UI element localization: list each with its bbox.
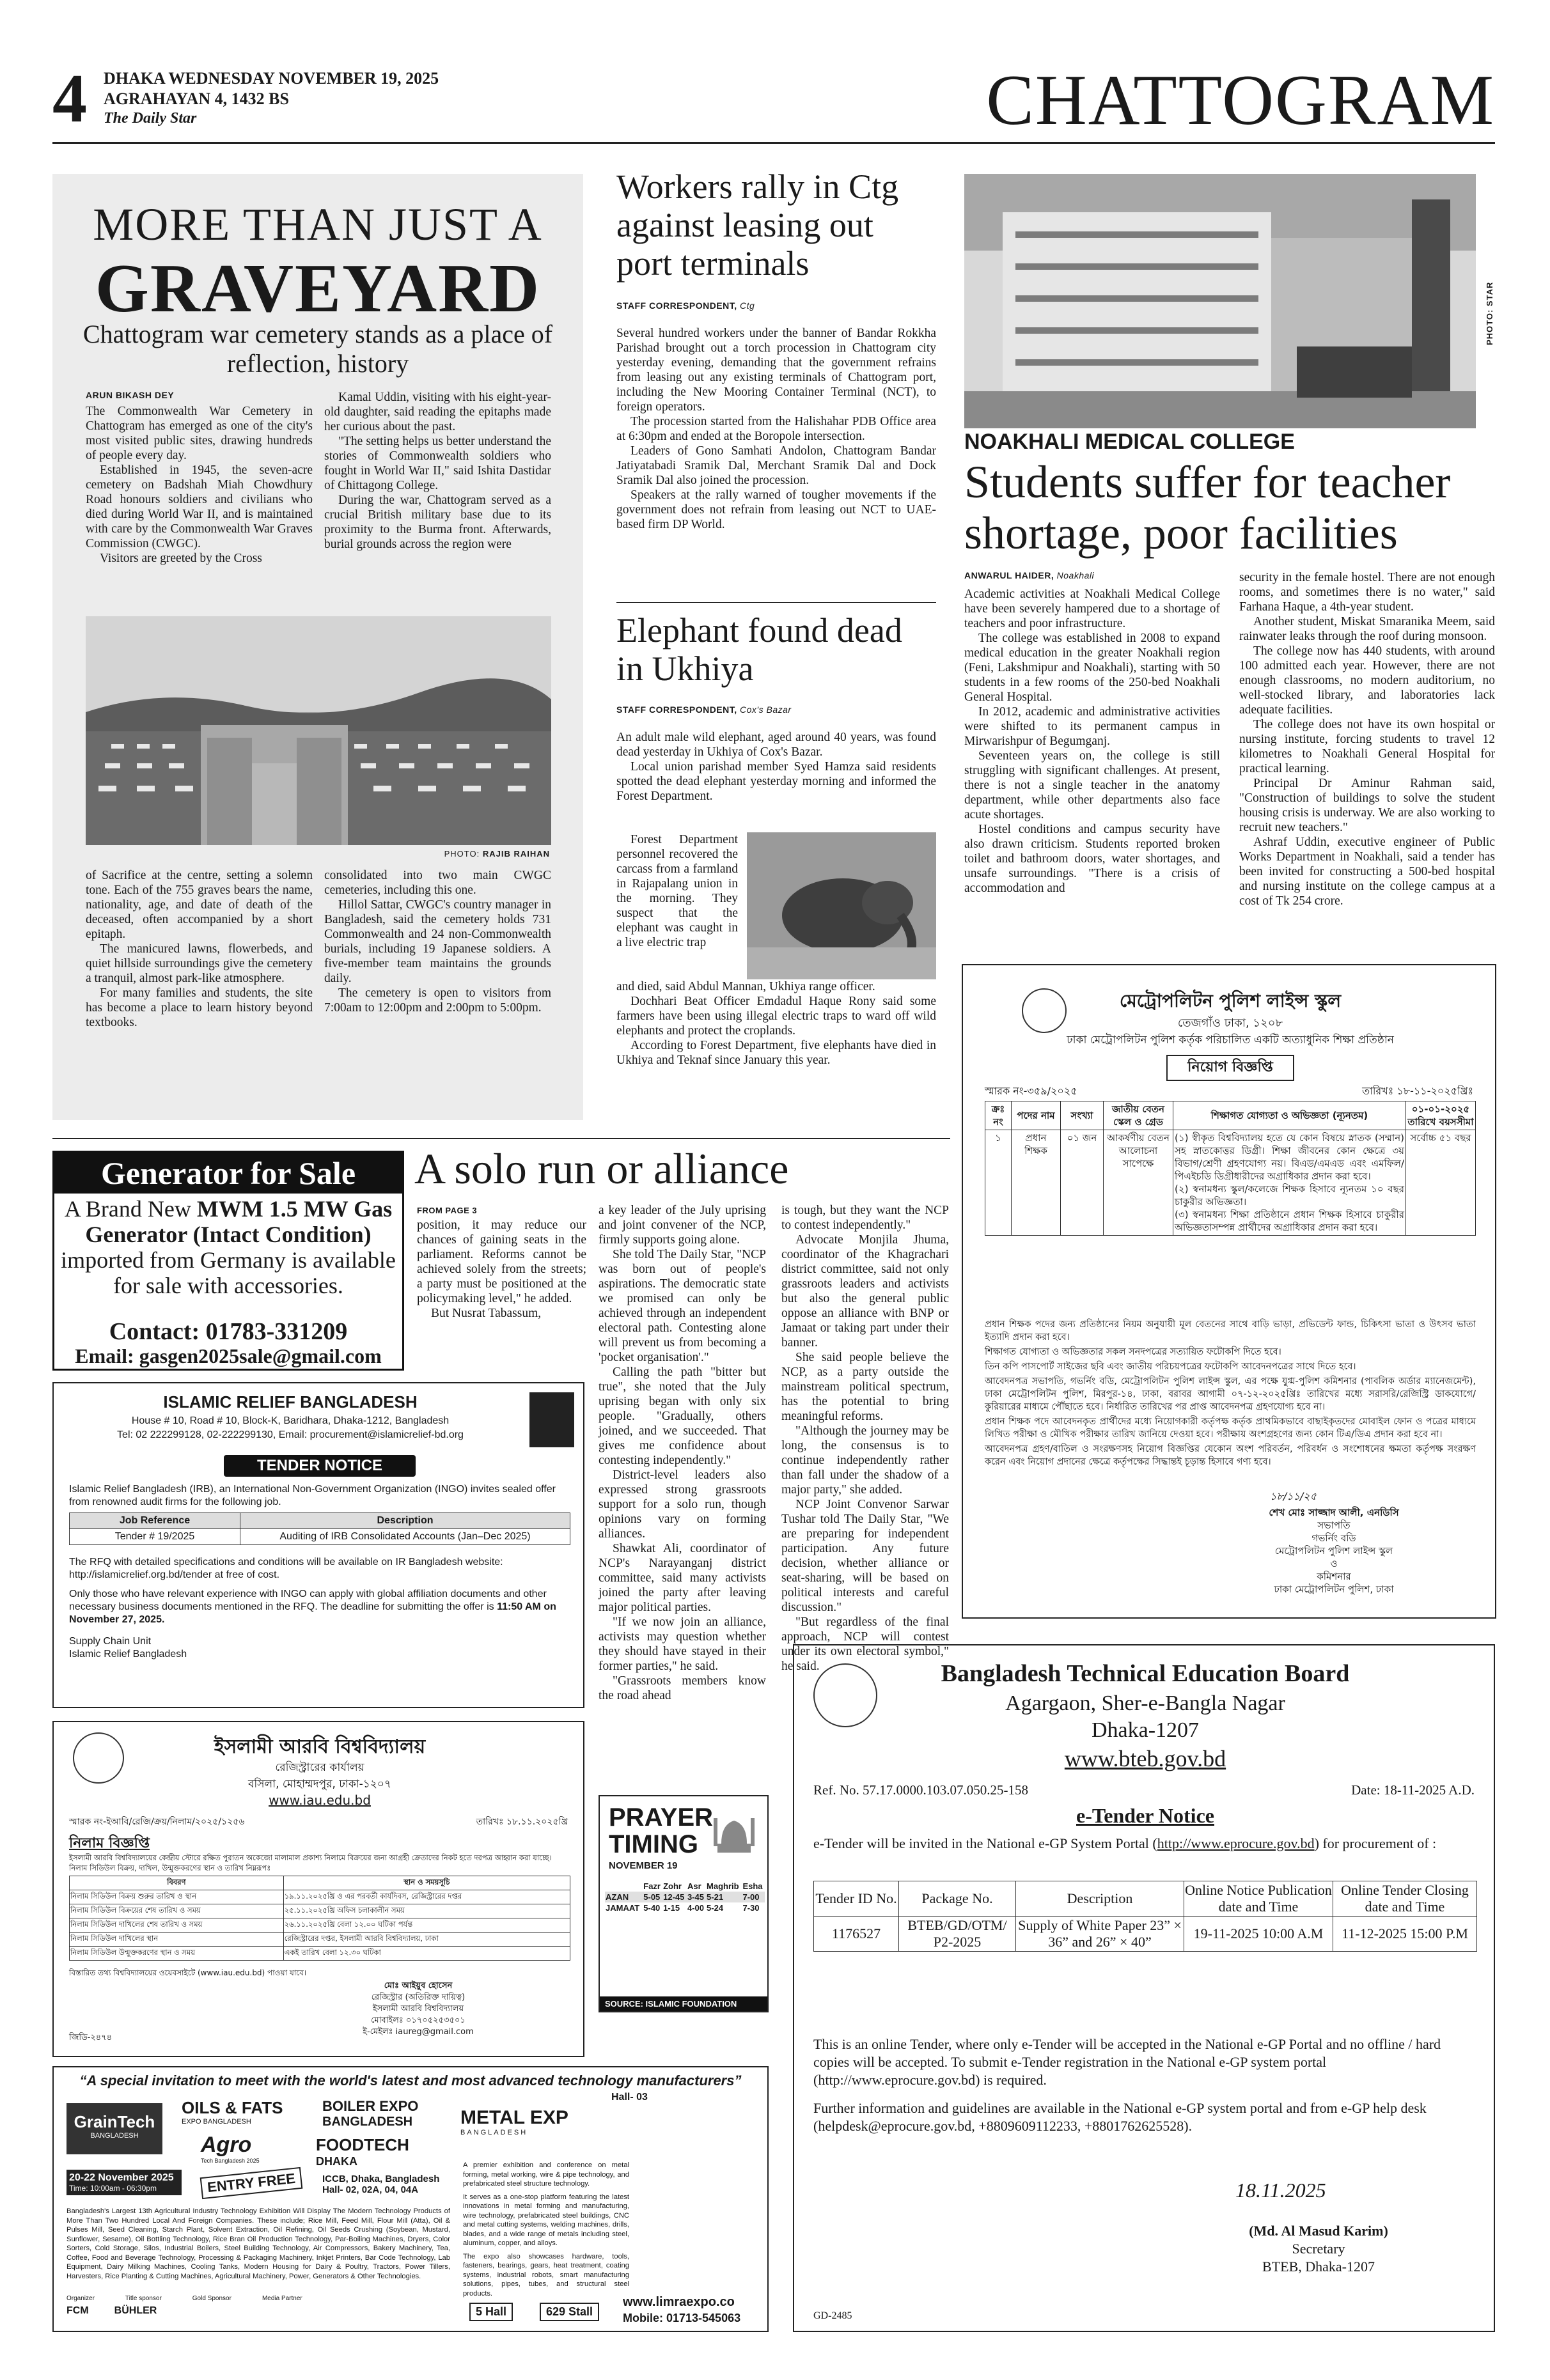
prayer-source: SOURCE: ISLAMIC FOUNDATION [600,1996,767,2011]
elephant-photo [747,832,936,979]
paper-name-logo: The Daily Star [104,110,197,127]
noakhali-headline: Students suffer for teacher shortage, poor facilities [964,456,1451,559]
cemetery-photo [86,616,551,845]
bteb-addr1: Agargaon, Sher-e-Bangla Nagar [1005,1692,1285,1715]
expo-right-body: A premier exhibition and conference on metal forming, metal working, wire & pipe technology, and prefabricated steel structure technology. It serves as a one-stop platform featuring the latest innovations in metal forming and manufacturing, wire technology, prefabricated steel buildings, CNC and metal cutting systems, welding machines, drills, blades, and a wide range of metals including steel, aluminum, copper, and alloys. The expo also showcases hardware, tools, fasteners, bearings, gears, heat treatment, coating systems, industrial robots, smart manufacturing solutions, pipes, tubes, and structural steel products. [463,2161,629,2298]
workers-headline: Workers rally in Ctg against leasing out port terminals [616,167,899,283]
mid-rule [52,1138,950,1139]
elephant-headline: Elephant found dead in Ukhiya [616,611,902,688]
irb-contact: Tel: 02 222299128, 02-222299130, Email: procurement@islamicrelief-bd.org [117,1429,464,1440]
iau-table: বিবরণ স্থান ও সময়সূচি নিলাম সিডিউল বিক্রয় শুরুর তারিখ ও স্থান ১৯.১১.২০২৫খ্রি ও এর পরবর্তী কার্যদিবস, রেজিস্ট্রারের দপ্তর নিলাম সিডিউল বিক্রয়ের শেষ তারিখ ও সময় ২৫.১১.২০২৫খ্রি অফিস চলাকালীন সময় নিলাম সিডিউল দাখিলের শেষ তারিখ ও সময় ২৬.১১.২০২৫খ্রি বেলা ১২.০০ ঘটিকা পর্যন্ত নিলাম সিডিউল দাখিলের স্থান রেজিস্ট্রারের দপ্তর, ইসলামী আরবি বিশ্ববিদ্যালয়, ঢাকা নিলাম সিডিউল উন্মুক্তকরণের স্থান ও সময় একই তারিখ বেলা ১২.৩০ ঘটিকা [69,1876,570,1961]
expo-hall-count: 5 Hall [469,2303,513,2321]
bteb-tender-ad [793,1644,1495,2332]
prayer-date: NOVEMBER 19 [609,1860,678,1871]
foodtech-logo: FOODTECH DHAKA [316,2135,409,2168]
generator-body: A Brand New MWM 1.5 MW Gas Generator (Intact Condition) imported from Germany is available for sale with accessories. [61,1196,396,1298]
noakhali-photo [964,174,1476,428]
expo-mobile: Mobile: 01713-545063 [623,2312,741,2324]
bteb-addr2: Dhaka-1207 [1091,1718,1200,1742]
generator-title: Generator for Sale [54,1153,402,1194]
bteb-gd: GD-2485 [813,2310,852,2321]
metal-expo-logo: METAL EXP BANGLADESH [460,2107,568,2136]
prayer-timing-box [599,1795,769,2012]
graveyard-feature [52,174,583,1120]
noakhali-byline: ANWARUL HAIDER, Noakhali [964,570,1095,580]
solo-col3: is tough, but they want the NCP to contest independently." Advocate Monjila Jhuma, coordinator of the Khagrachari district committee, said not only grassroots leaders and activists but also the general public oppose an alliance with BNP or Jamaat or taking part under their banner. She said people believe the NCP, as a party outside the mainstream political spectrum, has the potential to bring meaningful reforms. "Although the journey may be long, the consensus is to continue independently rather than fall under the shadow of a major party," she added. NCP Joint Convenor Sarwar Tushar told The Daily Star, "We are preparing for independent participation. Any future decision, whether alliance or seat-sharing, will be based on political interests and careful discussion." "But regardless of the final approach, NCP will contest under its own electoral symbol," he said. [781,1204,949,1673]
graveyard-col1: The Commonwealth War Cemetery in Chattogram has emerged as one of the city's most visited public sites, drawing hundreds of people every day. Established in 1945, the seven-acre cemetery on Badshah Miah Chowdhury Road honours soldiers and civilians who died during World War II, and is maintained with care by the Commonwealth War Graves Commission (CWGC). Visitors are greeted by the Cross [86,405,313,565]
graveyard-col3: of Sacrifice at the centre, setting a solemn tone. Each of the 755 graves bears the name, nationality, age, and date of death of the deceased, often accompanied by a short epitaph. The manicured lawns, flowerbeds, and quiet hillside surroundings give the cemetery a tranquil, almost park-like atmosphere. For many families and students, the site has become a place to learn history beyond textbooks. [86,869,313,1029]
iau-date: তারিখঃ ১৮.১১.২০২৫খ্রি [476,1817,568,1827]
expo-venue: ICCB, Dhaka, Bangladesh Hall- 02, 02A, 04, 04A [322,2174,440,2195]
graveyard-col4: consolidated into two main CWGC cemeteries, including this one. Hillol Sattar, CWGC's country manager in Bangladesh, said the cemetery holds 731 Commonwealth and 24 non-Commonwealth burials, including 19 Japanese soldiers. A five-member team maintains the grounds daily. The cemetery is open to visitors from 7:00am to 12:00pm and 2:00pm to 5:00pm. [324,869,551,1015]
expo-sponsor-logos: FCM BÜHLER [67,2305,157,2316]
bteb-intro: e-Tender will be invited in the National e-GP System Portal (http://www.eprocure.gov.bd) for procurement of : [813,1835,1437,1851]
iau-auction-ad [52,1721,584,2057]
iau-footer: বিস্তারিত তথ্য বিশ্ববিদ্যালয়ের ওয়েবসাইটে (www.iau.edu.bd) পাওয়া যাবে। [69,1968,307,1977]
solo-col2: a key leader of the July uprising and joint convener of the NCP, firmly supports going alone. She told The Daily Star, "NCP was born out of people's aspirations. The democratic state we promised can only be achieved through an independent electoral path. Contesting alone will prevent us from becoming a 'pocket organisation'." Calling the path "bitter but true", she noted that the July uprising began with only six people. "Gradually, others joined, and we succeeded. That gives me confidence about contesting independently." District-level leaders also expressed strong grassroots support for a solo run, though opinions vary on forming alliances. Shawkat Ali, coordinator of NCP's Narayanganj district committee, said many activists joined the party after leaving major political parties. "If we now join an alliance, activists may question whether they should have stayed in their former parties," he said. "Grassroots members know the road ahead [599,1204,766,1702]
iau-office: রেজিস্ট্রারের কার্যালয় [275,1761,364,1774]
bteb-url[interactable]: www.bteb.gov.bd [1064,1746,1226,1771]
irb-p1: The RFQ with detailed specifications and conditions will be available on IR Bangladesh website: http://islamicrelief.org.bd/tender at free of cost. [69,1557,503,1580]
bteb-org: Bangladesh Technical Education Board [941,1660,1350,1687]
police-memo: স্মারক নং-৩৫৯/২০২৫ [985,1085,1077,1097]
expo-hall: Hall- 03 [611,2092,648,2103]
prayer-title: PRAYER TIMING [609,1803,714,1858]
graveyard-subhead: Chattogram war cemetery stands as a place of reflection, history [82,320,553,378]
irb-org: ISLAMIC RELIEF BANGLADESH [163,1392,418,1412]
graveyard-kicker: MORE THAN JUST A [93,199,543,250]
solo-col1: FROM PAGE 3 position, it may reduce our chances of gaining seats in the parliament. Reforms cannot be achieved solely from the streets; a party must be positioned at the policymaking level," he added. But Nusrat Tabassum, [417,1206,586,1320]
elephant-illustration [747,832,936,979]
bteb-p2: Further information and guidelines are available in the National e-GP system portal and from e-GP help desk (helpdesk@eprocure.gov.bd, +8809609112233, +8801762625528). [813,2100,1427,2134]
boiler-expo-logo: BOILER EXPO BANGLADESH [322,2098,419,2129]
mosque-icon [708,1805,760,1856]
expo-dates: 20-22 November 2025 Time: 10:00am - 06:30pm [67,2170,182,2195]
irb-address: House # 10, Road # 10, Block-K, Baridhara, Dhaka-1212, Bangladesh [131,1415,450,1426]
police-bullets: প্রধান শিক্ষক পদের জন্য প্রতিষ্ঠানের নিয়ম অনুযায়ী মূল বেতনের সাথে বাড়ি ভাড়া, প্রভিডেন্ট ফান্ড, চিকিৎসা ভাতা ও উৎসব ভাতা ইত্যাদি প্রদান করা হবে। শিক্ষাগত যোগ্যতা ও অভিজ্ঞতার সকল সনদপত্রের সত্যায়িত ফটোকপি দিতে হবে। তিন কপি পাসপোর্ট সাইজের ছবি এবং জাতীয় পরিচয়পত্রের ফটোকপি আবেদনপত্রের সাথে দিতে হবে। আবেদনপত্র সভাপতি, গভর্নিং বডি, মেট্রোপলিটন পুলিশ লাইন্স স্কুল, এর পক্ষে যুগ্ম-পুলিশ কমিশনার (পাবলিক অর্ডার ম্যানেজমেন্ট), ঢাকা মেট্রোপলিটন পুলিশ, মিরপুর-১৪, ঢাকা, বরাবর আগামী ০৭-১২-২০২৫খ্রিঃ তারিখের মধ্যে সরাসরি/রেজিস্ট্রি ডাকযোগে/কুরিয়ারের মাধ্যমে পৌঁছাতে হবে। নির্ধারিত তারিখের পর প্রাপ্ত আবেদনপত্র গ্রহণযোগ্য হবে না। প্রধান শিক্ষক পদে আবেদনকৃত প্রার্থীদের মধ্যে নিয়োগকারী কর্তৃপক্ষ কর্তৃক প্রাথমিকভাবে বাছাইকৃতদের মোবাইল ফোন ও পত্রের মাধ্যমে লিখিত পরীক্ষা ও মৌখিক পরীক্ষার তারিখ জানিয়ে দেওয়া হবে। পরীক্ষায় অংশগ্রহণের জন্য কোন টিএ/ডিএ প্রদান করা হবে না। আবেদনপত্র গ্রহণ/বাতিল ও সংরক্ষণসহ নিয়োগ বিজ্ঞপ্তির যেকোন অংশ পরিবর্তন, পরিবর্ধন ও সংশোধনের ক্ষমতা কর্তৃপক্ষ সংরক্ষণ করেন এবং নিয়োগ প্রদানের ক্ষেত্রে কর্তৃপক্ষের সিদ্ধান্তই চূড়ান্ত হিসাবে গণ্য হবে। [985,1319,1476,1467]
graveyard-headline: GRAVEYARD [95,251,541,327]
iau-signature-block: মোঃ আইয়ুব হোসেন রেজিস্ট্রার (অতিরিক্ত দায়িত্ব) ইসলামী আরবি বিশ্ববিদ্যালয় মোবাইলঃ ০১৭০৫২৫৩৫০১ ই-মেইলঃ iaureg@gmail.com [363,1981,474,2037]
elephant-wrap: Forest Department personnel recovered the carcass from a farmland in Rajapalang union in the morning. They suspect that the elephant was caught in a live electric trap [616,833,738,949]
police-sub2: ঢাকা মেট্রোপলিটন পুলিশ কর্তৃক পরিচালিত একটি অত্যাধুনিক শিক্ষা প্রতিষ্ঠান [1067,1034,1394,1046]
workers-byline: STAFF CORRESPONDENT, Ctg [616,300,755,311]
college-building-illustration [964,174,1476,428]
iau-url[interactable]: www.iau.edu.bd [269,1793,371,1808]
irb-intro: Islamic Relief Bangladesh (IRB), an International Non-Government Organization (INGO) invites sealed offer from renowned audit firms for the following job. [69,1484,556,1507]
section-title: CHATTOGRAM [986,61,1495,140]
noakhali-col2: security in the female hostel. There are not enough rooms, and sometimes there is no water," said Farhana Haque, a 4th-year student. Another student, Miskat Smaranika Meem, said rainwater leaks through the roof during monsoon. The college now has 440 students, with around 100 admitted each year. However, there are not enough classrooms, no modern auditorium, no well-stocked library, and laboratories lack adequate facilities. The college does not have its own hospital or nursing institute, forcing students to travel 12 kilometres to Noakhali General Hospital for practical learning. Principal Dr Aminur Rahman said, "Construction of buildings to solve the student housing crisis is underway. We are also working to recruit new teachers." Ashraf Uddin, executive engineer of Public Works Department in Noakhali, said a tender has been invited for constructing a 500-bed hospital and nursing institute on the college campus at a cost of Tk 254 crore. [1239,571,1495,908]
prayer-table: Fazr Zohr Asr Maghrib Esha AZAN 5-05 12-45 3-45 5-21 7-00 JAMAAT 5-40 1-15 4-00 5-24 7-30 [605,1881,765,1913]
agro-logo: Agro Tech Bangladesh 2025 [201,2133,260,2164]
iau-title: ইসলামী আরবি বিশ্ববিদ্যালয় [214,1736,426,1758]
elephant-byline: STAFF CORRESPONDENT, Cox's Bazar [616,704,792,715]
police-school-ad [962,964,1496,1619]
police-notice-title: নিয়োগ বিজ্ঞপ্তি [1166,1055,1294,1081]
page-number: 4 [52,61,87,137]
bteb-table: Tender ID No. Package No. Description Online Notice Publication date and Time Online Tender Closing date and Time 1176527 BTEB/GD/OTM/ P2-2025 Supply of White Paper 23” × 36” and 26” × 40” 19-11-2025 10:00 A.M 11-12-2025 15:00 P.M [813,1881,1477,1952]
irb-sign: Supply Chain Unit Islamic Relief Bangladesh [69,1636,187,1660]
workers-body: Several hundred workers under the banner of Bandar Rokkha Parishad brought out a torch procession in Chattogram city yesterday evening, demanding that the government refrains from leasing out any existing terminals of Chattogram port, including the New Mooring Container Terminal (NCT), to foreign operators. The procession started from the Halishahar PDB Office area at 6:30pm and ended at the Boropole intersection. Leaders of Gono Samhati Andolon, Chattogram Bandar Jatiyatabadi Sramik Dal, Merchant Sramik Dal and Dock Sramik Dal also joined the procession. Speakers at the rally warned of tougher movements if the government does not refrain from leasing out NCT to UAE-based firm DP World. [616,327,936,531]
police-signature-date: ১৮/১১/২৫ [1270,1490,1317,1502]
noakhali-col1: Academic activities at Noakhali Medical College have been severely hampered due to a shortage of teachers and poor infrastructure. The college was established in 2008 to expand medical education in the greater Noakhali region (Feni, Lakshmipur and Noakhali), starting with 50 students in a few rooms of the 250-bed Noakhali General Hospital. In 2012, academic and administrative activities were shifted to its permanent campus in Mirwarishpur of Begumganj. Seventeen years on, the college is still struggling with significant challenges. At present, there is not a single teacher in the anatomy department, while other departments also face acute shortages. Hostel conditions and campus security have also drawn criticism. Students reported broken toilet and bathroom doors, water shortages, and unsafe surroundings. "There is a crisis of accommodation and [964,587,1220,895]
iau-memo: স্মারক নং-ইআবি/রেজি/ক্রয়/নিলাম/২০২৫/১২৫৬ [69,1817,245,1827]
irb-logo-icon [529,1392,574,1447]
graveyard-photo-credit: PHOTO: RAJIB RAIHAN [444,849,550,859]
irb-notice-title: TENDER NOTICE [224,1455,416,1477]
expo-web[interactable]: www.limraexpo.co [623,2295,735,2309]
noakhali-kicker: NOAKHALI MEDICAL COLLEGE [964,430,1295,454]
expo-stall-count-text: 629 Stall [540,2303,599,2321]
bteb-signature-date: 18.11.2025 [1235,2179,1326,2202]
dateline: DHAKA WEDNESDAY NOVEMBER 19, 2025 [104,69,439,88]
bteb-ref: Ref. No. 57.17.0000.103.07.050.25-158 [813,1782,1028,1798]
generator-contact: Contact: 01783-331209 [109,1318,348,1345]
iau-intro: ইসলামী আরবি বিশ্ববিদ্যালয়ের কেন্দ্রীয় স্টোরে রক্ষিত পুরাতন অকেজো মালামাল প্রকাশ্য নিলামে বিক্রয়ের জন্য আগ্রহী ক্রেতাদের নিকট হতে দরপত্র আহ্বান করা যাচ্ছে। নিলাম সিডিউল বিক্রয়, দাখিল, উন্মুক্তকরণের স্থান ও তারিখ নিম্নরূপঃ [69,1853,552,1872]
police-date: তারিখঃ ১৮-১১-২০২৫খ্রিঃ [1362,1085,1473,1097]
irb-tender-ad [52,1382,584,1708]
bteb-p1: This is an online Tender, where only e-Tender will be accepted in the National e-GP Portal and no offline / hard copies will be accepted. To submit e-Tender registration in the National e-GP system portal (http://www.eprocure.gov.bd) is required. [813,2036,1441,2088]
iau-gd: জিডি-২৪৭৪ [69,2033,113,2042]
iau-notice-title: নিলাম বিজ্ঞপ্তি [69,1835,150,1851]
graveyard-byline: ARUN BIKASH DEY [86,390,175,400]
masthead-rule [52,142,1495,144]
police-sub1: তেজগাঁও ঢাকা, ১২০৮ [1177,1016,1283,1030]
graintech-logo: GrainTech BANGLADESH [67,2103,162,2154]
generator-email: Email: gasgen2025sale@gmail.com [75,1344,382,1367]
irb-table: Job Reference Description Tender # 19/2025 Auditing of IRB Consolidated Accounts (Jan–Dec 2025) [69,1513,570,1545]
expo-entry-free: ENTRY FREE [200,2167,303,2199]
police-title: মেট্রোপলিটন পুলিশ লাইন্স স্কুল [1119,990,1342,1011]
bteb-signature-block: (Md. Al Masud Karim) Secretary BTEB, Dhaka-1207 [1249,2223,1388,2275]
iau-address: বসিলা, মোহাম্মদপুর, ঢাকা-১২০৭ [247,1778,392,1791]
expo-left-body: Bangladesh's Largest 13th Agricultural Industry Technology Exhibition Will Display The Modern Technology Products of More Than Two Hundred Local And Foreign Companies. These include; Rice Mill, Feed Mill, Flour Mill (Atta), Oil & Pulses Mill, Seed Cleaning, Starch Plant, Solvent Extraction, Oil Refining, Oil Seeds Crushing (Soybean, Mustard, Sunflower, Sesame), Oil Bottling Technology, Rice Bran Oil Production Technology, Par-Boiling Machines, Dryers, Color Sorters, Cold Storage, Silos, Industrial Boilers, Steel Building Technology, Air Compressors, Bakery Machinery, Tea, Coffee, Food and Beverage Technology, Processing & Packaging Machinery, Inkjet Printers, Bar Code Technology, Lab Equipment, Dairy Milking Machines, Cooling Tanks, Modern Housing for Dairy & Poultry, Tractors, Power Tillers, Harvesters, Rice Planting & Cutting Machines, Agricultural Machinery, Power, Generators & Other Technologies. [67,2207,450,2280]
police-table: ক্রঃ নং পদের নাম সংখ্যা জাতীয় বেতন স্কেল ও গ্রেড শিক্ষাগত যোগ্যতা ও অভিজ্ঞতা (ন্যূনতম) ০১-০১-২০২৫ তারিখে বয়সসীমা ১ প্রধান শিক্ষক ০১ জন আকর্ষণীয় বেতন আলোচনা সাপেক্ষে (১) স্বীকৃত বিশ্ববিদ্যালয় হতে যে কোন বিষয়ে স্নাতক (সম্মান) সহ স্নাতকোত্তর ডিগ্রী। শিক্ষা জীবনের কোন ক্ষেত্রে ৩য় বিভাগ/শ্রেণী গ্রহণযোগ্য নয়। বিএড/এমএড এবং এমফিল/পিএইচডি ডিগ্রীধারীদের অগ্রাধিকার প্রদান করা হবে। (২) স্বনামধন্য স্কুল/কলেজে শিক্ষক হিসাবে ন্যূনতম ১০ বছর চাকুরীর অভিজ্ঞতা। (৩) স্বনামধন্য শিক্ষা প্রতিষ্ঠানে প্রধান শিক্ষক হিসাবে চাকুরীর অভিজ্ঞতাসম্পন্ন প্রার্থীদের অগ্রাধিকার প্রদান করা হবে। সর্বোচ্চ ৫১ বছর [985,1101,1476,1236]
cemetery-illustration [86,616,551,845]
elephant-body: and died, said Abdul Mannan, Ukhiya range officer. Dochhari Beat Officer Emdadul Haque Rony said some farmers have been using illegal electric traps to ward off wild elephants and protect the croplands. According to Forest Department, five elephants have died in Ukhiya and Teknaf since January this year. [616,980,936,1067]
workers-rule [616,602,936,603]
solo-headline: A solo run or alliance [414,1144,789,1193]
expo-sponsor-labels: Organizer Title sponsor Gold Sponsor Media Partner [67,2295,302,2302]
police-signature-block: শেখ মোঃ সাজ্জাদ আলী, এনডিসি সভাপতি গভর্নিং বডি মেট্রোপলিটন পুলিশ লাইন্স স্কুল ও কমিশনার ঢাকা মেট্রোপলিটন পুলিশ, ঢাকা [1269,1507,1399,1595]
expo-headline: “A special invitation to meet with the world's latest and most advanced technology manufacturers” [79,2073,742,2088]
expo-ad [52,2066,769,2332]
bangla-date: AGRAHAYAN 4, 1432 BS [104,89,289,108]
irb-p2: Only those who have relevant experience with INGO can apply with global affiliation documents and other necessary business documents mentioned in the RFQ. The deadline for submitting the offer is 11:50 AM on November 27, 2025. [69,1589,556,1625]
elephant-lead: An adult male wild elephant, aged around 40 years, was found dead yesterday in Ukhiya of Cox's Bazar. Local union parishad member Syed Hamza said residents spotted the dead elephant yesterday morning and informed the Forest Department. [616,731,936,803]
bteb-notice-title: e-Tender Notice [1076,1804,1214,1827]
oils-fats-logo: OILS & FATS EXPO BANGLADESH [182,2098,283,2126]
noakhali-photo-credit: PHOTO: STAR [1485,281,1494,345]
generator-ad [52,1151,404,1371]
bteb-date: Date: 18-11-2025 A.D. [1351,1782,1475,1798]
graveyard-col2: Kamal Uddin, visiting with his eight-year-old daughter, said reading the epitaphs made her curious about the past. "The setting helps us better understand the stories of Commonwealth soldiers who fought in World War II," said Ishita Dastidar of Chittagong College. During the war, Chattogram served as a crucial British military base due to its proximity to the Burma front. Afterwards, burial grounds across the region were [324,391,551,551]
